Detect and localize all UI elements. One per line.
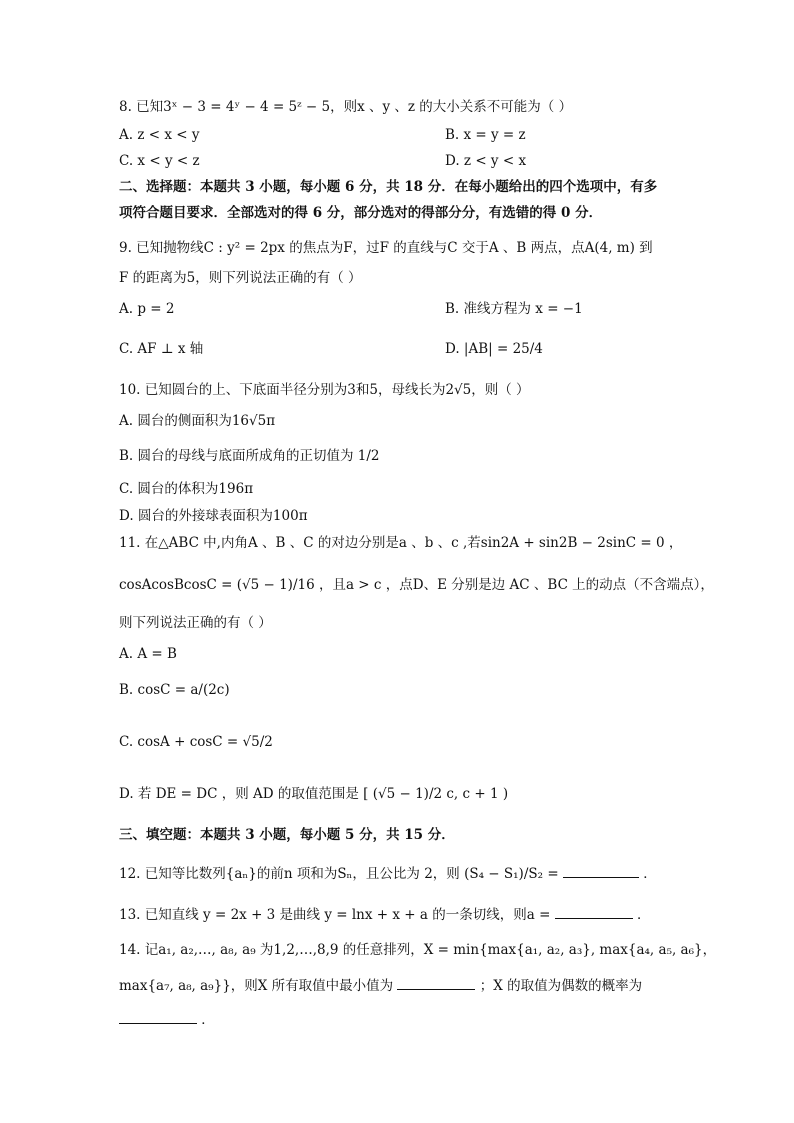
q12-stem: 12. 已知等比数列{aₙ}的前n 项和为Sₙ，且公比为 2，则 (S₄ − S₁)/S₂ =	[119, 866, 559, 882]
q13-line	[119, 905, 650, 925]
q10-stem: 10. 已知圆台的上、下底面半径分别为3和5，母线长为2√5，则（ ）	[119, 382, 530, 398]
q12-line	[119, 864, 657, 884]
q12-answer-blank[interactable]	[563, 877, 639, 878]
q11-option-d: D. 若 DE = DC ，则 AD 的取值范围是 [ (√5 − 1)/2 c, c + 1 )	[119, 786, 509, 802]
q9-stem-line2: F 的距离为5，则下列说法正确的有（ ）	[119, 270, 362, 286]
q14-stem-part1: max{a₇, a₈, a₉}}，则X 所有取值中最小值为	[119, 978, 394, 994]
section3-header: 三、填空题：本题共 3 小题，每小题 5 分，共 15 分．	[119, 827, 455, 843]
q8-stem: 8. 已知3ˣ − 3 = 4ʸ − 4 = 5ᶻ − 5，则x 、y 、z 的大小关系不可能为（ ）	[119, 99, 573, 115]
q8-option-d: D. z < y < x	[445, 153, 527, 169]
q14-stem-line1: 14. 记a₁, a₂,…, a₈, a₉ 为1,2,…,8,9 的任意排列，X = min{max{a₁, a₂, a₃}, max{a₄, a₅, a₆}，	[119, 942, 717, 958]
q8-option-c: C. x < y < z	[119, 153, 200, 169]
q10-option-c: C. 圆台的体积为196π	[119, 481, 254, 497]
q13-tail: ．	[636, 907, 651, 923]
q14-answer-blank-1[interactable]	[397, 989, 475, 990]
q9-option-c: C. AF ⊥ x 轴	[119, 341, 204, 357]
q8-option-a: A. z < x < y	[119, 127, 200, 143]
q11-stem-line2: cosAcosBcosC = (√5 − 1)/16 ，且a > c ，点D、E 分别是边 AC 、BC 上的动点（不含端点），	[119, 577, 714, 593]
q11-stem-line1: 11. 在△ABC 中,内角A 、B 、C 的对边分别是a 、b 、c ,若sin2A + sin2B − 2sinC = 0 ，	[119, 535, 683, 551]
q10-option-d: D. 圆台的外接球表面积为100π	[119, 508, 308, 524]
q10-option-a: A. 圆台的侧面积为16√5π	[119, 413, 276, 429]
q14-line3	[119, 1010, 215, 1030]
q11-option-c: C. cosA + cosC = √5/2	[119, 734, 273, 750]
q14-stem-part2: ；X 的取值为偶数的概率为	[479, 978, 643, 994]
q14-tail: ．	[201, 1012, 215, 1028]
q9-option-b: B. 准线方程为 x = −1	[445, 301, 583, 317]
section2-header-line1: 二、选择题：本题共 3 小题，每小题 6 分，共 18 分．在每小题给出的四个选项中，有多	[119, 179, 658, 195]
q13-answer-blank[interactable]	[555, 918, 633, 919]
q9-stem-line1: 9. 已知抛物线C : y² = 2px 的焦点为F，过F 的直线与C 交于A 、B 两点，点A(4, m) 到	[119, 240, 653, 256]
section2-header-line2: 项符合题目要求．全部选对的得 6 分，部分选对的得部分分，有选错的得 0 分．	[119, 205, 603, 221]
q14-line2	[119, 976, 642, 996]
q11-option-a: A. A = B	[119, 646, 177, 662]
q14-answer-blank-2[interactable]	[119, 1023, 197, 1024]
q9-option-a: A. p = 2	[119, 301, 175, 317]
q11-stem-line3: 则下列说法正确的有（ ）	[119, 615, 272, 631]
q9-option-d: D. |AB| = 25/4	[445, 341, 543, 357]
q11-option-b: B. cosC = a/(2c)	[119, 682, 230, 698]
q13-stem: 13. 已知直线 y = 2x + 3 是曲线 y = lnx + x + a 的一条切线，则a =	[119, 907, 551, 923]
q10-option-b: B. 圆台的母线与底面所成角的正切值为 1/2	[119, 448, 380, 464]
q12-tail: ．	[643, 866, 657, 882]
q8-option-b: B. x = y = z	[445, 127, 526, 143]
